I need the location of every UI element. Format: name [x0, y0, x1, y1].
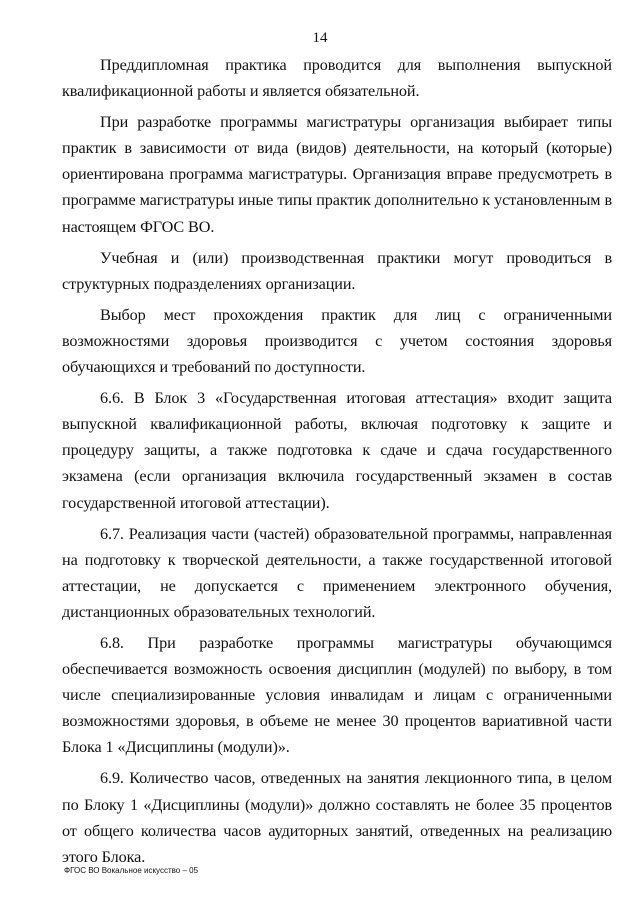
paragraph-practice-types: При разработке программы магистратуры организация выбирает типы практик в зависимости от вида (видов) деятельности, на который (которые) ориентирована программа магистратуры. Организация вправе предусмотреть в программе магистратуры иные типы практик дополнительно к установленным в настоящем ФГОС ВО.	[62, 113, 612, 236]
paragraph-pre-diploma-practice: Преддипломная практика проводится для выполнения выпускной квалификационной работы и является обязательной.	[62, 56, 612, 101]
paragraph-6-7: 6.7. Реализация части (частей) образовательной программы, направленная на подготовку к творческой деятельности, а также государственной итоговой аттестации, не допускается с применением электронного обучения, дистанционных образовательных технологий.	[62, 524, 612, 621]
page-footer: ФГОС ВО Вокальное искусство – 05	[64, 866, 199, 875]
paragraph-disability-placement: Выбор мест прохождения практик для лиц с ограниченными возможностями здоровья производится с учетом состояния здоровья обучающихся и требований по доступности.	[62, 305, 612, 377]
page-number: 14	[312, 30, 328, 46]
document-body	[62, 52, 612, 870]
paragraph-6-9: 6.9. Количество часов, отведенных на занятия лекционного типа, в целом по Блоку 1 «Дисциплины (модули)» должно составлять не более 35 процентов от общего количества часов аудиторных занятий, отведенных на реализацию этого Блока.	[62, 769, 612, 866]
paragraph-structural-units: Учебная и (или) производственная практики могут проводиться в структурных подразделениях организации.	[62, 248, 612, 293]
paragraph-6-8: 6.8. При разработке программы магистратуры обучающимся обеспечивается возможность освоения дисциплин (модулей) по выбору, в том числе специализированные условия инвалидам и лицам с ограниченными возможностями здоровья, в объеме не менее 30 процентов вариативной части Блока 1 «Дисциплины (модули)».	[62, 633, 612, 757]
paragraph-6-6: 6.6. В Блок 3 «Государственная итоговая аттестация» входит защита выпускной квалификационной работы, включая подготовку к защите и процедуру защиты, а также подготовка к сдаче и сдача государственного экзамена (если организация включила государственный экзамен в состав государственной итоговой аттестации).	[62, 389, 612, 512]
